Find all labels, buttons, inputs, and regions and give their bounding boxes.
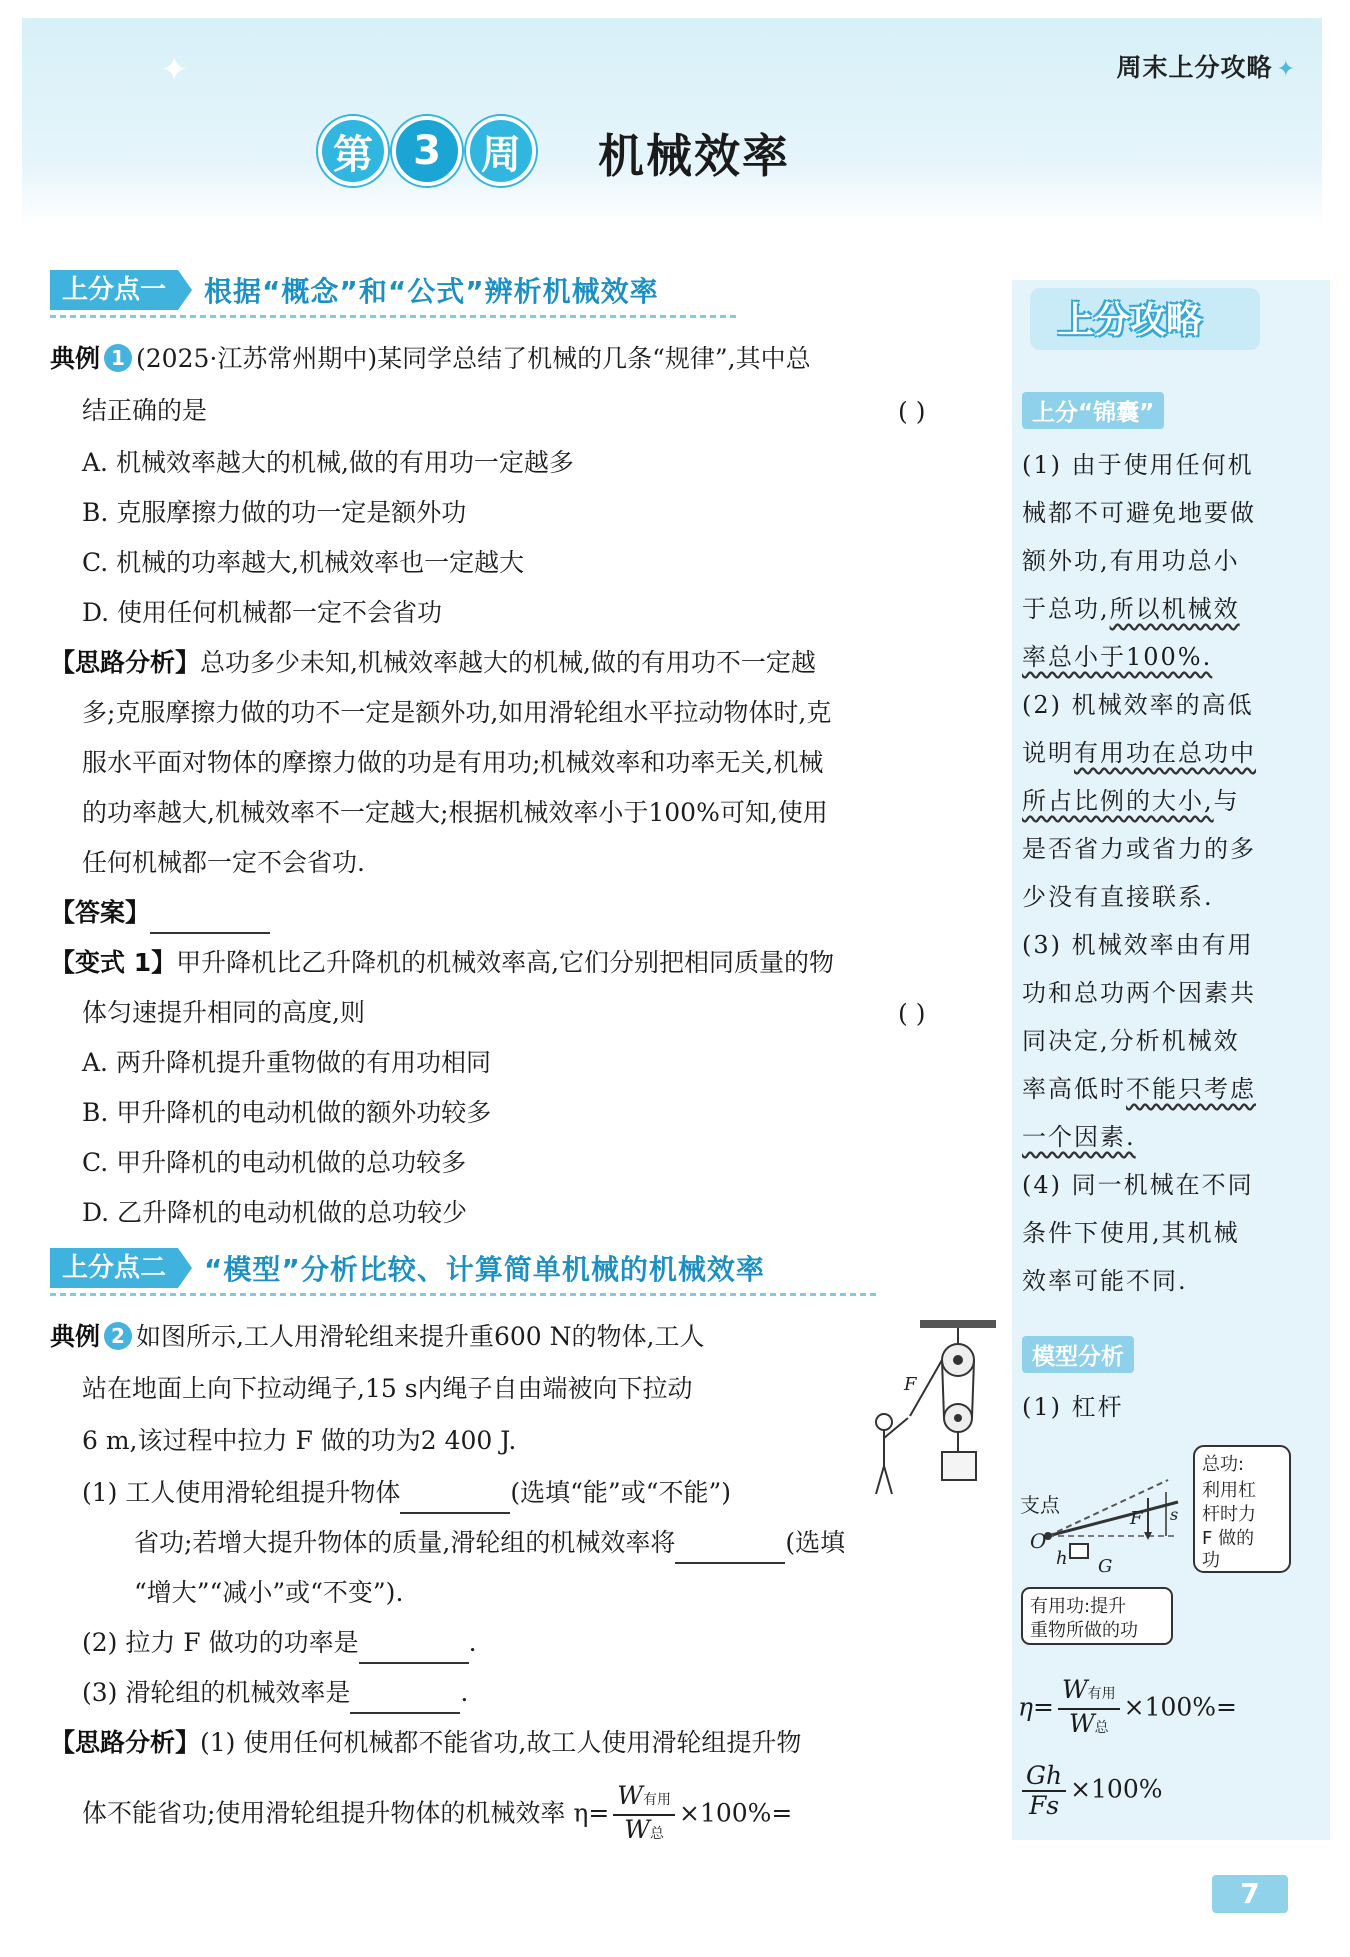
callout-text: 杆时力 <box>1202 1504 1256 1525</box>
formula-suffix: ×100%= <box>679 1798 793 1828</box>
worker-head <box>876 1414 892 1430</box>
sidebar-line: 是否省力或省力的多 <box>1022 835 1256 863</box>
section-heading-2 <box>50 1246 765 1290</box>
sidebar-line: 同决定,分析机械效 <box>1022 1027 1240 1055</box>
sidebar-line: (1) 由于使用任何机 <box>1022 451 1254 479</box>
ceiling <box>920 1320 996 1328</box>
g-label: G <box>1098 1556 1113 1577</box>
callout-text: 利用杠 <box>1202 1480 1256 1501</box>
example-1-line-1 <box>50 342 811 376</box>
force-label: F <box>904 1374 917 1395</box>
question-text: (选填 <box>785 1528 846 1557</box>
section-heading-1 <box>50 268 659 312</box>
pivot-label: 支点 <box>1020 1493 1060 1517</box>
dashed-rule <box>50 315 740 318</box>
analysis-2-line-2 <box>82 1782 792 1848</box>
sidebar-text: 率高低时 <box>1022 1075 1126 1103</box>
variant-label: 【变式 1】 <box>50 948 177 977</box>
analysis-line-1 <box>50 646 816 680</box>
sidebar-line: 少没有直接联系. <box>1022 883 1214 911</box>
w-useful: W <box>1061 1675 1088 1704</box>
dashed-rule <box>50 1293 880 1296</box>
answer-label: 【答案】 <box>50 898 151 927</box>
answer-parentheses: ( ) <box>898 397 926 426</box>
option-c: C. 机械的功率越大,机械效率也一定越大 <box>82 548 525 577</box>
example-2-line-2: 站在地面上向下拉动绳子,15 s内绳子自由端被向下拉动 <box>82 1374 693 1403</box>
subscript-total: 总 <box>1094 1720 1109 1736</box>
answer-blank[interactable] <box>359 1628 469 1664</box>
h-label: h <box>1056 1548 1068 1569</box>
sidebar-line: (3) 机械效率由有用 <box>1022 931 1254 959</box>
sidebar-line <box>1022 1122 1136 1152</box>
example-label: 典例 <box>50 344 101 373</box>
w-total: W <box>624 1815 650 1844</box>
analysis-text: (1) 使用任何机械都不能省功,故工人使用滑轮组提升物 <box>200 1728 802 1757</box>
week-number: 3 <box>392 116 462 186</box>
sidebar-text: 说明 <box>1022 739 1074 767</box>
callout-text: F 做的 <box>1202 1528 1255 1549</box>
analysis-label: 【思路分析】 <box>50 648 201 677</box>
question-text: (选填“能”或“不能”) <box>510 1478 732 1507</box>
subscript-useful: 有用 <box>643 1792 671 1808</box>
week-prefix: 第 <box>318 116 388 186</box>
sidebar-line: (4) 同一机械在不同 <box>1022 1171 1254 1199</box>
subscript-useful: 有用 <box>1087 1686 1116 1702</box>
sidebar-emphasis: 不能只考虑 <box>1126 1075 1256 1103</box>
sidebar-text: 于总功, <box>1022 595 1110 623</box>
pulley-figure <box>870 1318 1000 1498</box>
formula-suffix: ×100%= <box>1123 1692 1238 1722</box>
weight-block <box>1070 1544 1088 1558</box>
question-1-line-3: “增大”“减小”或“不变”). <box>134 1578 404 1607</box>
answer-line <box>50 896 270 934</box>
sidebar-line: 功和总功两个因素共 <box>1022 979 1256 1007</box>
callout-text: 功 <box>1202 1550 1220 1571</box>
sparkle-icon: ✦ <box>1276 57 1296 82</box>
efficiency-fraction <box>1058 1676 1120 1742</box>
sidebar-line: 效率可能不同. <box>1022 1267 1188 1295</box>
section-tag: 上分点一 <box>50 270 178 310</box>
analysis-line-4: 的功率越大,机械效率不一定越大;根据机械效率小于100%可知,使用 <box>82 798 828 827</box>
sidebar-line: (2) 机械效率的高低 <box>1022 691 1254 719</box>
question-1-line-1 <box>82 1476 731 1514</box>
sidebar-emphasis: 有用功在总功中 <box>1074 739 1256 767</box>
sidebar-line <box>1022 738 1256 768</box>
sidebar-formula-line-1 <box>1018 1676 1237 1742</box>
sidebar-line <box>1022 594 1240 624</box>
example-text: 如图所示,工人用滑轮组来提升重600 N的物体,工人 <box>136 1322 705 1351</box>
section-tag: 上分点二 <box>50 1248 178 1288</box>
option-a: A. 机械效率越大的机械,做的有用功一定越多 <box>82 448 574 477</box>
analysis-text: 总功多少未知,机械效率越大的机械,做的有用功不一定越 <box>200 648 816 677</box>
analysis-line-5: 任何机械都一定不会省功. <box>82 848 365 877</box>
example-label: 典例 <box>50 1322 101 1351</box>
sidebar-text: 与 <box>1213 787 1240 815</box>
example-2-line-3: 6 m,该过程中拉力 F 做的功为2 400 J. <box>82 1426 517 1455</box>
sparkle-icon: ✦ <box>160 50 189 90</box>
variant-option-d: D. 乙升降机的电动机做的总功较少 <box>82 1198 468 1227</box>
variant-option-a: A. 两升降机提升重物做的有用功相同 <box>82 1048 491 1077</box>
variant-1-line-2: 体匀速提升相同的高度,则 <box>82 998 365 1027</box>
sidebar-line <box>1022 642 1212 672</box>
variant-option-c: C. 甲升降机的电动机做的总功较多 <box>82 1148 467 1177</box>
variant-1-line-1 <box>50 946 834 980</box>
header-tag: 周末上分攻略 ✦ <box>1116 53 1296 82</box>
variant-text: 甲升降机比乙升降机的机械效率高,它们分别把相同质量的物 <box>176 948 835 977</box>
page-number: 7 <box>1212 1875 1288 1913</box>
question-3: (3) 滑轮组的机械效率是 . <box>82 1676 468 1714</box>
w-total: W <box>1068 1709 1095 1738</box>
eta-symbol: η= <box>1018 1692 1054 1722</box>
sidebar-line: 额外功,有用功总小 <box>1022 547 1240 575</box>
sidebar-line-lever: (1) 杠杆 <box>1022 1393 1124 1421</box>
formula-suffix: ×100% <box>1070 1774 1163 1804</box>
sidebar-line <box>1022 1074 1256 1104</box>
example-number-badge: 1 <box>104 344 132 372</box>
analysis-line-2: 多;克服摩擦力做的功不一定是额外功,如用滑轮组水平拉动物体时,克 <box>82 698 832 727</box>
question-text: (2) 拉力 F 做功的功率是 <box>82 1628 359 1657</box>
fs: Fs <box>1028 1791 1060 1820</box>
w-useful: W <box>617 1781 643 1810</box>
load-box <box>942 1452 976 1480</box>
question-text: 省功;若增大提升物体的质量,滑轮组的机械效率将 <box>134 1528 676 1557</box>
sidebar-emphasis: 所以机械效 <box>1109 595 1240 623</box>
sidebar-tag-tips: 上分“锦囊” <box>1022 392 1164 429</box>
f-label: F <box>1130 1508 1143 1529</box>
example-text: (2025·江苏常州期中)某同学总结了机械的几条“规律”,其中总 <box>136 344 811 373</box>
sidebar-tag-model: 模型分析 <box>1022 1336 1134 1373</box>
page-title: 机械效率 <box>598 129 790 183</box>
answer-blank[interactable] <box>675 1528 785 1564</box>
variant-option-b: B. 甲升降机的电动机做的额外功较多 <box>82 1098 492 1127</box>
section-title: “模型”分析比较、计算简单机械的机械效率 <box>204 1253 765 1286</box>
example-number-badge: 2 <box>104 1322 132 1350</box>
question-text: (3) 滑轮组的机械效率是 <box>82 1678 351 1707</box>
question-2: (2) 拉力 F 做功的功率是 . <box>82 1626 477 1664</box>
analysis-text: 体不能省功;使用滑轮组提升物体的机械效率 η= <box>82 1798 610 1828</box>
lever-diagram <box>1018 1440 1324 1650</box>
example-2-line-1 <box>50 1320 704 1354</box>
section-title: 根据“概念”和“公式”辨析机械效率 <box>204 275 659 308</box>
gh: Gh <box>1022 1762 1066 1792</box>
callout-text: 重物所做的功 <box>1030 1620 1138 1641</box>
sidebar-emphasis: 率总小于100%. <box>1022 643 1213 671</box>
sidebar-emphasis: 所占比例的大小, <box>1022 787 1214 815</box>
option-b: B. 克服摩擦力做的功一定是额外功 <box>82 498 467 527</box>
sidebar-banner-title: 上分攻略 <box>1058 300 1203 341</box>
sidebar-emphasis: 一个因素. <box>1022 1123 1136 1151</box>
analysis-line-3: 服水平面对物体的摩擦力做的功是有用功;机械效率和功率无关,机械 <box>82 748 824 777</box>
efficiency-fraction <box>613 1782 675 1848</box>
callout-text: 有用功:提升 <box>1030 1596 1127 1617</box>
analysis-2-line-1 <box>50 1726 801 1760</box>
answer-blank[interactable] <box>350 1678 460 1714</box>
callout-title: 总功: <box>1202 1454 1245 1475</box>
o-label: O <box>1030 1529 1047 1553</box>
sidebar-line: 械都不可避免地要做 <box>1022 499 1256 527</box>
question-text: (1) 工人使用滑轮组提升物体 <box>82 1478 401 1507</box>
example-1-line-2 <box>82 394 207 428</box>
answer-blank[interactable] <box>400 1478 510 1514</box>
week-badge <box>318 116 536 186</box>
subscript-total: 总 <box>650 1826 664 1842</box>
sidebar-line: 条件下使用,其机械 <box>1022 1219 1240 1247</box>
example-text: 结正确的是 <box>82 396 208 425</box>
analysis-label: 【思路分析】 <box>50 1728 201 1757</box>
answer-blank[interactable] <box>150 898 270 934</box>
question-1-line-2 <box>134 1526 845 1564</box>
answer-parentheses: ( ) <box>898 999 926 1028</box>
lever-bar <box>1048 1502 1178 1536</box>
gh-over-fs-fraction <box>1022 1762 1066 1820</box>
sidebar-formula-line-2 <box>1018 1762 1163 1820</box>
sidebar-line <box>1022 786 1240 816</box>
option-d: D. 使用任何机械都一定不会省功 <box>82 598 443 627</box>
s-label: s <box>1170 1505 1179 1524</box>
week-suffix: 周 <box>466 116 536 186</box>
